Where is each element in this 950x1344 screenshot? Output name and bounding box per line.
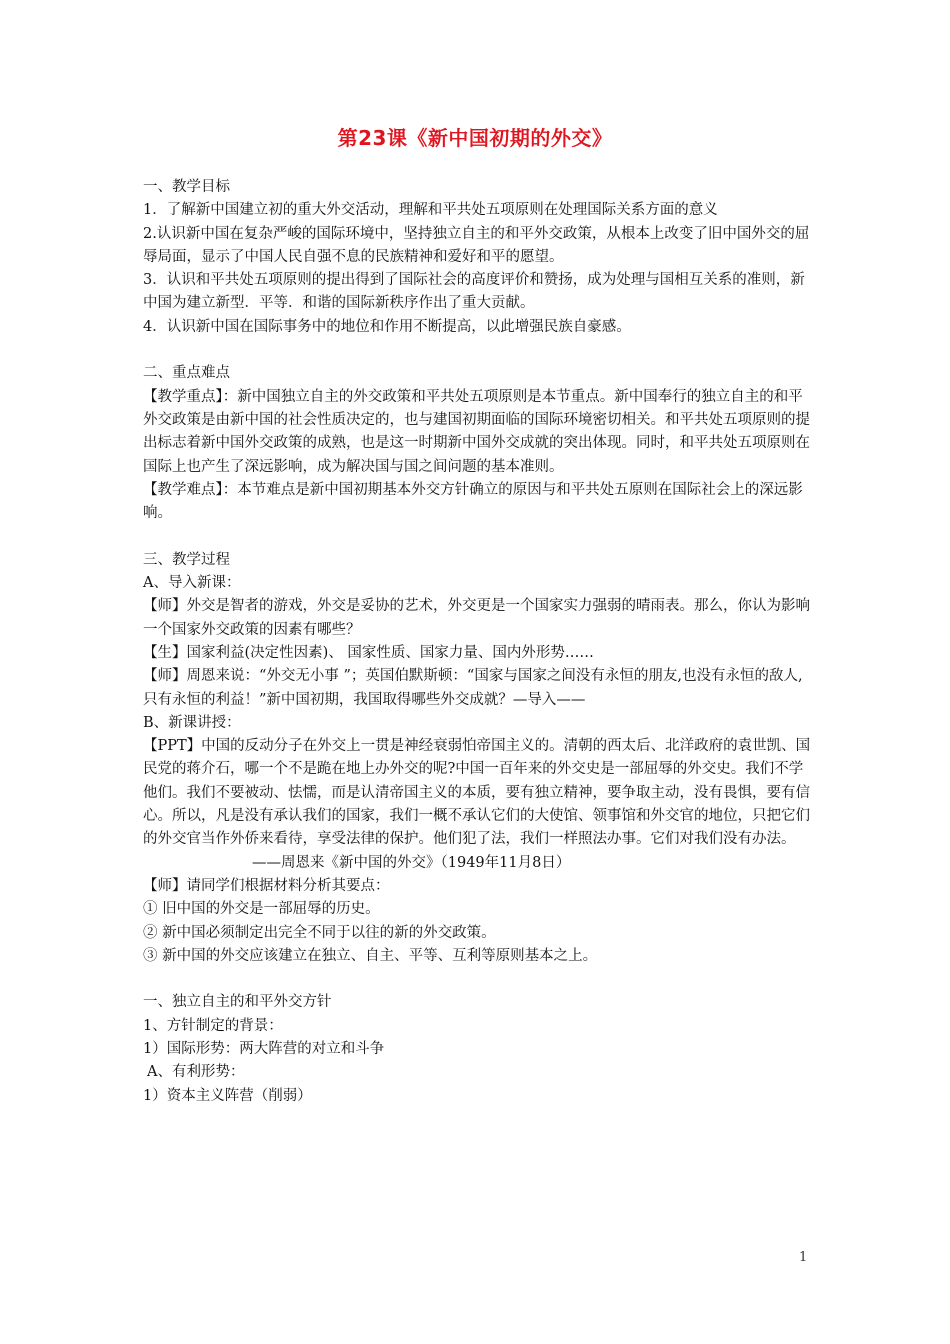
objective-item: 4．认识新中国在国际事务中的地位和作用不断提高，以此增强民族自豪感。 (143, 318, 631, 335)
objective-item: 2.认识新中国在复杂严峻的国际环境中，坚持独立自主的和平外交政策，从根本上改变了旧中国外交的屈辱局面，显示了中国人民自强不息的民族精神和爱好和平的愿望。 (143, 225, 810, 265)
difficult-point-paragraph: 【教学难点】：本节难点是新中国初期基本外交方针确立的原因与和平共处五原则在国际社会上的深远影响。 (143, 481, 803, 522)
part-subheading: 1）资本主义阵营（削弱） (143, 1087, 312, 1104)
document-title: 第23课《新中国初期的外交》 (337, 126, 613, 150)
subheading-lecture: B、新课讲授： (143, 714, 241, 731)
section-heading-key-points: 二、重点难点 (143, 365, 230, 382)
student-line: 【生】国家利益(决定性因素)、 国家性质、国家力量、国内外形势…… (143, 644, 594, 661)
objective-item: 1．了解新中国建立初的重大外交活动，理解和平共处五项原则在处理国际关系方面的意义 (143, 202, 718, 219)
spacer (143, 968, 813, 991)
part-heading: 一、独立自主的和平外交方针 (143, 994, 332, 1011)
ppt-quote: 【PPT】中国的反动分子在外交上一贯是神经衰弱怕帝国主义的。清朝的西太后、北洋政府的袁世凯、国民党的蒋介石，哪一个不是跪在地上办外交的呢?中国一百年来的外交史是一部屈辱的外交史。我们不学他们。我们不要被动、怯懦，而是认清帝国主义的本质，要有独立精神，要争取主动，没有畏惧，要有信心。所以，凡是没有承认我们的国家，我们一概不承认它们的大使馆、领事馆和外交官的地位，只把它们的外交官当作外侨来看待，享受法律的保护。他们犯了法，我们一样照法办事。它们对我们没有办法。 (143, 738, 811, 848)
key-point-paragraph: 【教学重点】：新中国独立自主的外交政策和平共处五项原则是本节重点。新中国奉行的独立自主的和平外交政策是由新中国的社会性质决定的，也与建国初期面临的国际环境密切相关。和平共处五项原则的提出标志着新中国外交政策的成熟，也是这一时期新中国外交成就的突出体现。同时，和平共处五项原则在国际上也产生了深远影响，成为解决国与国之间问题的基本准则。 (143, 388, 810, 475)
section-heading-objectives: 一、教学目标 (143, 179, 230, 195)
objective-item: 3．认识和平共处五项原则的提出得到了国际社会的高度评价和赞扬，成为处理与国相互关系的准则，新中国为建立新型．平等．和谐的国际新秩序作出了重大贡献。 (143, 272, 805, 312)
teacher-line: 【师】请同学们根据材料分析其要点： (143, 877, 390, 894)
section-heading-process: 三、教学过程 (143, 551, 230, 568)
quote-citation: ——周恩来《新中国的外交》（1949年11月8日） (252, 854, 571, 871)
page-number: 1 (799, 1250, 808, 1265)
teacher-line: 【师】外交是智者的游戏，外交是妥协的艺术，外交更是一个国家实力强弱的晴雨表。那么，你认为影响一个国家外交政策的因素有哪些？ (143, 598, 810, 638)
part-subheading: A、有利形势： (147, 1064, 245, 1081)
part-subheading: 1）国际形势：两大阵营的对立和斗争 (143, 1040, 385, 1057)
analysis-point: ② 新中国必须制定出完全不同于以往的新的外交政策。 (143, 924, 496, 941)
document-body (143, 176, 813, 1108)
spacer (143, 339, 813, 362)
subheading-intro: A、导入新课： (143, 575, 241, 592)
analysis-point: ③ 新中国的外交应该建立在独立、自主、平等、互利等原则基本之上。 (143, 947, 598, 964)
part-subheading: 1、方针制定的背景： (143, 1017, 283, 1034)
spacer (143, 525, 813, 548)
teacher-line: 【师】周恩来说：“外交无小事 ”；英国伯默斯顿：“国家与国家之间没有永恒的朋友,也没有永恒的敌人,只有永恒的利益！”新中国初期，我国取得哪些外交成就？—导入—— (143, 668, 803, 708)
analysis-point: ① 旧中国的外交是一部屈辱的历史。 (143, 901, 380, 918)
